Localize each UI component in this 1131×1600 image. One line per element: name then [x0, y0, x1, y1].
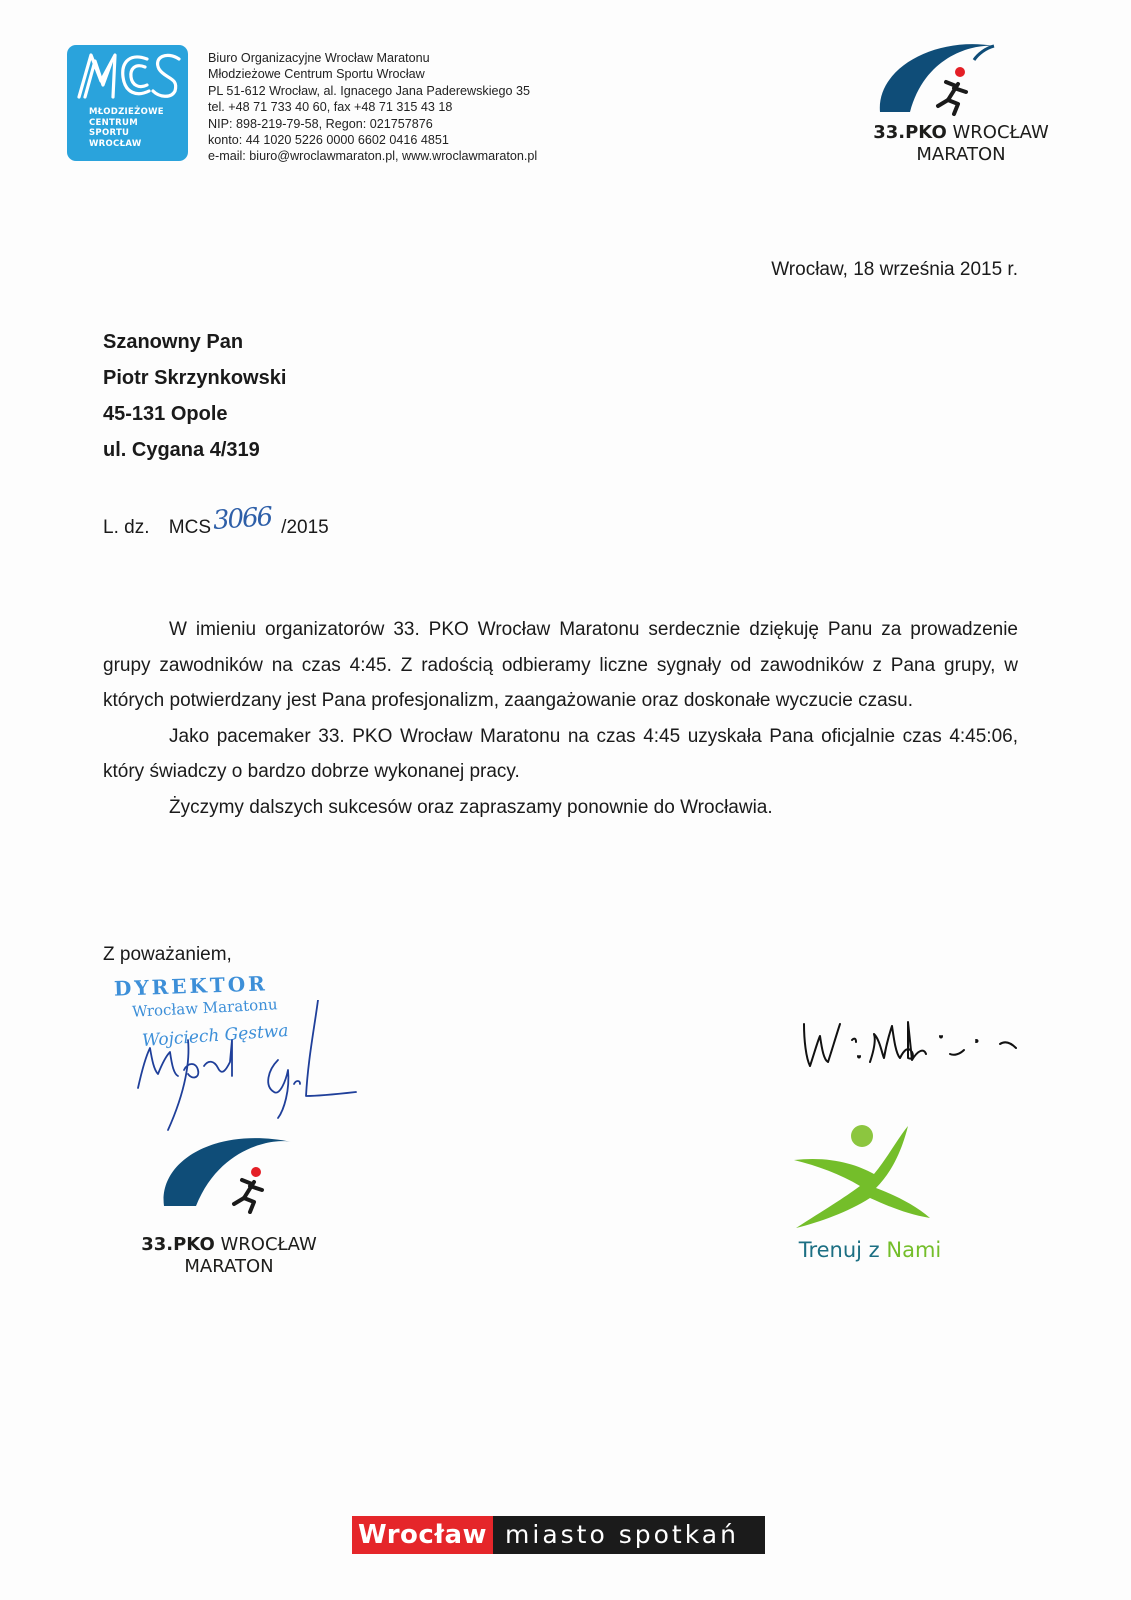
mcs-logo-subtitle: MŁODZIEŻOWE CENTRUM SPORTU WROCŁAW: [89, 107, 164, 149]
maraton-logo-caption: 33.PKO WROCŁAW MARATON: [873, 122, 1049, 165]
wroclaw-city-brand: [352, 1516, 765, 1554]
recipient-address: [103, 324, 286, 468]
stamp-title: DYREKTOR: [113, 971, 269, 1001]
runner-icon: [866, 38, 1056, 130]
address-line: NIP: 898-219-79-58, Regon: 021757876: [208, 116, 433, 131]
reference-label: L. dz.: [103, 517, 150, 538]
stamp-name: Wojciech Gęstwa: [141, 1020, 290, 1052]
reference-prefix: MCS: [168, 517, 211, 538]
trenuj-z-nami-logo: [790, 1120, 950, 1270]
stamp-organization: Wrocław Maratonu: [131, 995, 278, 1021]
runner-icon: [134, 1122, 324, 1214]
recipient-name: Piotr Skrzynkowski: [103, 367, 287, 389]
reference-handwritten-number: 3066: [212, 502, 273, 536]
recipient-city: 45-131 Opole: [103, 403, 228, 425]
maraton-logo-footer: [134, 1122, 324, 1282]
jumping-figure-icon: [790, 1120, 950, 1230]
body-paragraph: W imieniu organizatorów 33. PKO Wrocław Maratonu serdecznie dziękuję Panu za prowadzenie grupy zawodników na czas 4:45. Z radością odbieramy liczne sygnały od zawodników z Pana grupy, w których potwierdzany jest Pana profesjonalizm, zaangażowanie oraz doskonałe wyczucie czasu.: [103, 619, 1018, 712]
address-line: tel. +48 71 733 40 60, fax +48 71 315 43 18: [208, 100, 453, 115]
organization-address: [208, 50, 628, 165]
address-line: Biuro Organizacyjne Wrocław Maratonu: [208, 51, 430, 65]
recipient-street: ul. Cygana 4/319: [103, 439, 260, 461]
wroclaw-brand-red: Wrocław: [352, 1516, 493, 1554]
trenuj-z-nami-caption: Trenuj z Nami: [798, 1238, 942, 1262]
address-line: Młodzieżowe Centrum Sportu Wrocław: [208, 67, 425, 82]
maraton-logo-caption: 33.PKO WROCŁAW MARATON: [141, 1234, 317, 1277]
letter-body: [103, 612, 1018, 826]
letter-date: Wrocław, 18 września 2015 r.: [771, 259, 1018, 280]
recipient-salutation: Szanowny Pan: [103, 331, 244, 353]
reference-number: [103, 502, 329, 540]
maraton-logo-header: [866, 38, 1056, 168]
body-paragraph: Jako pacemaker 33. PKO Wrocław Maratonu na czas 4:45 uzyskała Pana oficjalnie czas 4:45:06, który świadczy o bardzo dobrze wykonanej pracy.: [103, 725, 1018, 783]
director-signature-icon: [128, 1000, 358, 1140]
address-line: e-mail: biuro@wroclawmaraton.pl, www.wroclawmaraton.pl: [208, 149, 538, 164]
mcs-letters-icon: [75, 47, 183, 103]
closing-salutation: Z poważaniem,: [103, 944, 232, 965]
reference-suffix: /2015: [281, 517, 329, 538]
address-line: konto: 44 1020 5226 0000 6602 0416 4851: [208, 133, 449, 148]
address-line: PL 51-612 Wrocław, al. Ignacego Jana Paderewskiego 35: [208, 83, 531, 98]
body-paragraph: Życzymy dalszych sukcesów oraz zapraszamy ponownie do Wrocławia.: [169, 796, 773, 818]
wroclaw-brand-black: miasto spotkań: [493, 1516, 765, 1554]
handwritten-signature-icon: [800, 1010, 1050, 1090]
mcs-logo: [67, 45, 188, 161]
